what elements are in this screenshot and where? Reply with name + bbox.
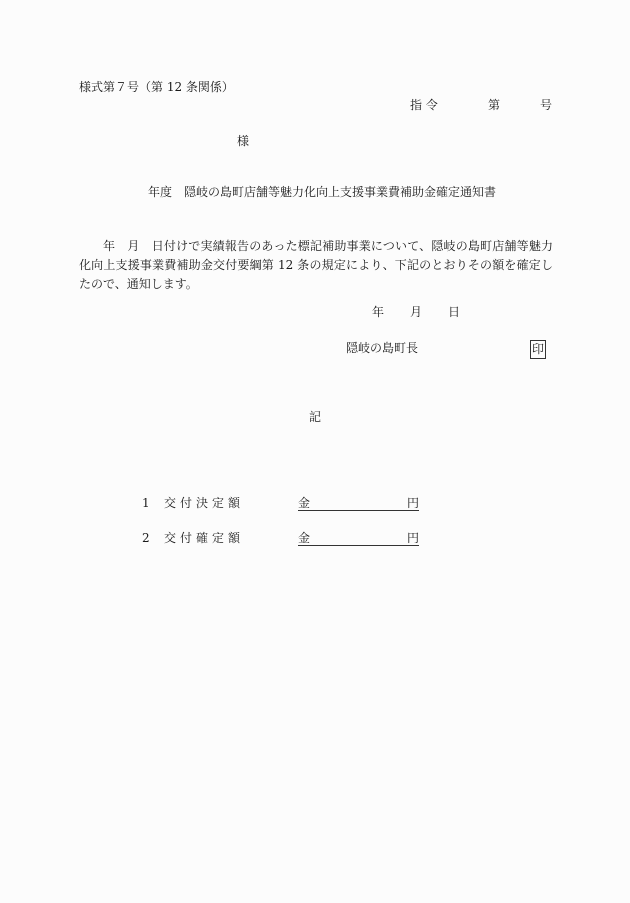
date-line [372, 306, 460, 318]
currency-suffix: 円 [406, 496, 419, 510]
date-year: 年 [372, 305, 385, 319]
ki-heading: 記 [309, 410, 322, 424]
seal-stamp-box: 印 [530, 340, 546, 359]
date-month: 月 [410, 305, 423, 319]
item-number: 1 [142, 496, 150, 510]
item-label: 交付決定額 [164, 496, 245, 510]
amount-field [298, 532, 419, 546]
addressee: 様 [237, 134, 250, 148]
directive-number-line [410, 99, 552, 111]
directive-prefix: 指 令 [410, 98, 438, 112]
directive-go: 号 [540, 98, 553, 112]
currency-suffix: 円 [406, 531, 419, 545]
issuer-name: 隠岐の島町長 [346, 341, 419, 355]
amount-field [298, 497, 419, 511]
document-title: 年度 隠岐の島町店舗等魅力化向上支援事業費補助金確定通知書 [148, 185, 497, 199]
item-label: 交付確定額 [164, 531, 245, 545]
item-row [142, 532, 419, 546]
form-number: 様式第７号（第 12 条関係） [79, 80, 234, 94]
currency-prefix: 金 [298, 496, 311, 510]
item-number: 2 [142, 531, 150, 545]
directive-dai: 第 [488, 98, 501, 112]
item-row [142, 497, 419, 511]
body-paragraph: 年 月 日付けで実績報告のあった標記補助事業について、隠岐の島町店舗等魅力化向上支援事業費補助金交付要綱第 12 条の規定により、下記のとおりその額を確定したので、通知します。 [79, 239, 553, 291]
date-day: 日 [448, 305, 461, 319]
currency-prefix: 金 [298, 531, 311, 545]
